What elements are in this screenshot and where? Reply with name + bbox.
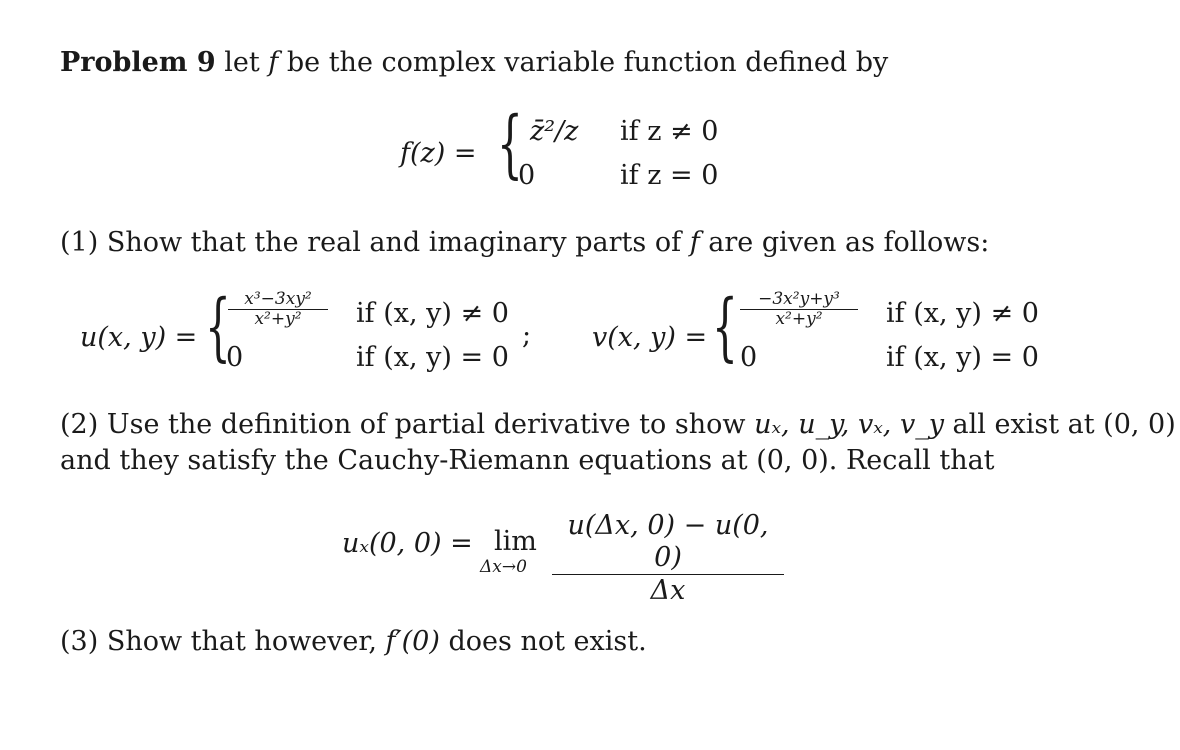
definition-case1-value: z̄²/z xyxy=(530,116,579,147)
u-brace: { xyxy=(205,284,231,370)
u-fraction xyxy=(228,290,328,329)
part3-expression: f′(0) xyxy=(385,626,440,657)
part2-text-b: all exist at (0, 0) xyxy=(952,409,1176,440)
u-numerator: x³−3xy² xyxy=(228,290,328,310)
formula-numerator: u(Δx, 0) − u(0, 0) xyxy=(552,510,784,575)
v-brace: { xyxy=(712,284,738,370)
u-lhs: u(x, y) = xyxy=(80,322,198,353)
part1-text-a: (1) Show that the real and imaginary parts of xyxy=(60,227,682,258)
u-separator: ; xyxy=(522,320,532,351)
u-condition-1: if (x, y) ≠ 0 xyxy=(356,298,509,329)
formula-lhs: uₓ(0, 0) = xyxy=(342,528,473,559)
v-condition-1: if (x, y) ≠ 0 xyxy=(886,298,1039,329)
formula-lim: lim xyxy=(494,526,537,557)
u-denominator: x²+y² xyxy=(254,309,302,329)
part2-line2: and they satisfy the Cauchy-Riemann equations at (0, 0). Recall that xyxy=(60,445,995,476)
part1-text-b: are given as follows: xyxy=(708,227,990,258)
u-condition-2: if (x, y) = 0 xyxy=(356,342,509,373)
part3-text xyxy=(60,625,647,659)
v-case2-value: 0 xyxy=(740,342,758,373)
formula-lim-subscript: Δx→0 xyxy=(480,557,527,577)
function-symbol: f xyxy=(268,47,279,78)
u-case2-value: 0 xyxy=(226,342,244,373)
problem-intro-line xyxy=(60,46,888,80)
intro-rest-text: be the complex variable function defined by xyxy=(286,47,889,78)
part1-text xyxy=(60,226,989,260)
intro-text: let xyxy=(224,47,260,78)
part2-variables: uₓ, u_y, vₓ, v_y xyxy=(754,409,944,440)
part2-line1 xyxy=(60,408,1176,442)
part3-text-a: (3) Show that however, xyxy=(60,626,377,657)
problem-heading: Problem 9 xyxy=(60,47,216,78)
definition-case2-condition: if z = 0 xyxy=(620,160,719,191)
v-denominator: x²+y² xyxy=(775,309,823,329)
formula-denominator: Δx xyxy=(650,575,686,606)
v-lhs: v(x, y) = xyxy=(592,322,708,353)
v-numerator: −3x²y+y³ xyxy=(740,290,858,310)
part2-text-a: (2) Use the definition of partial derivative to show xyxy=(60,409,746,440)
v-fraction xyxy=(740,290,858,329)
definition-case2-value: 0 xyxy=(518,160,536,191)
definition-brace: { xyxy=(497,101,523,187)
v-condition-2: if (x, y) = 0 xyxy=(886,342,1039,373)
formula-fraction xyxy=(552,510,784,607)
definition-case1-condition: if z ≠ 0 xyxy=(620,116,719,147)
definition-lhs: f(z) = xyxy=(400,138,477,169)
part3-text-b: does not exist. xyxy=(448,626,647,657)
part1-function-symbol: f xyxy=(689,227,700,258)
